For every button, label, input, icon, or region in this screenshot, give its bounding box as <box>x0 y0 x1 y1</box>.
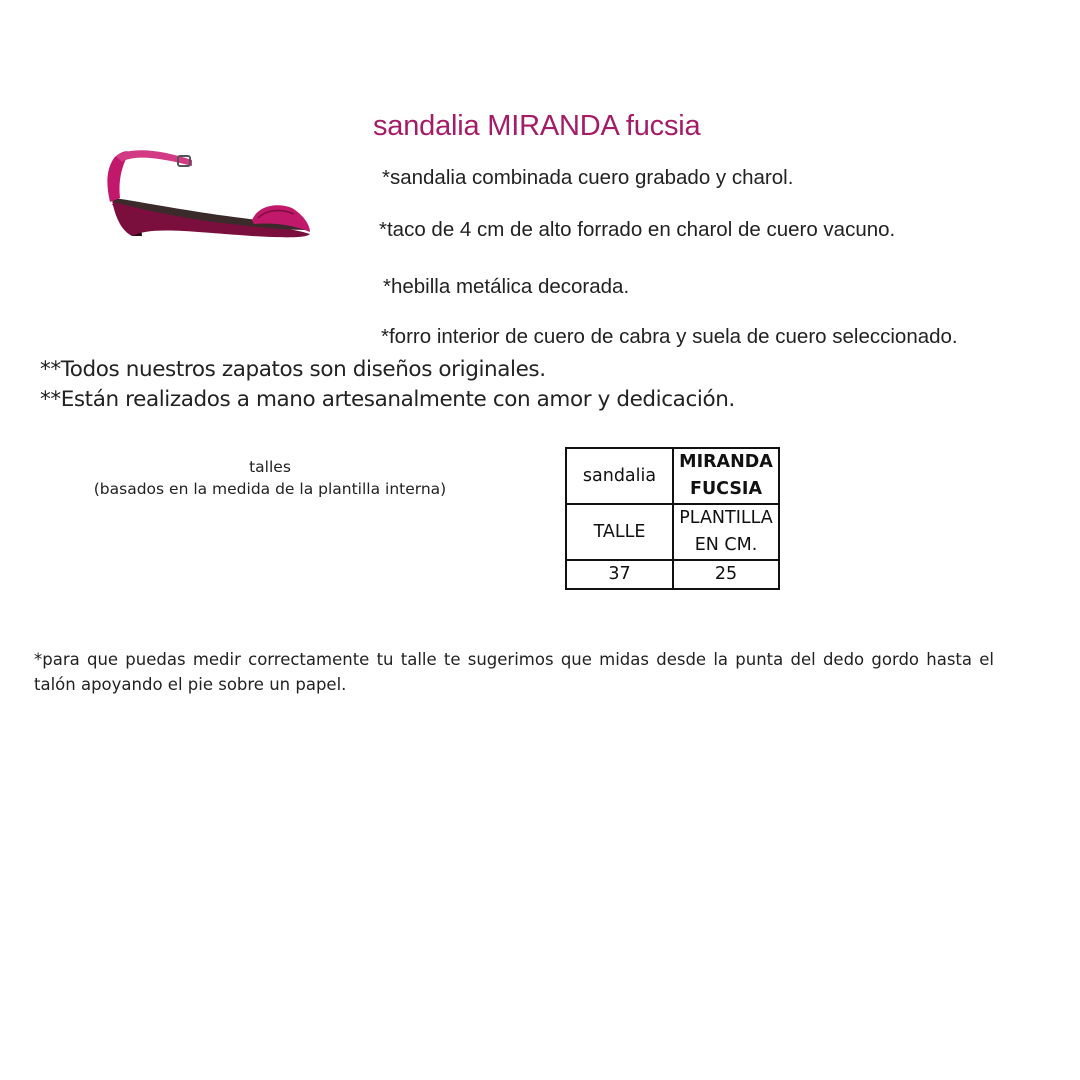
size-table <box>565 447 780 590</box>
product-title: sandalia MIRANDA fucsia <box>373 110 701 142</box>
sizes-caption-title: talles <box>249 458 291 476</box>
sizes-caption <box>60 456 480 500</box>
feature-text: *hebilla metálica decorada. <box>383 275 630 298</box>
table-row <box>566 560 779 589</box>
feature-text: *sandalia combinada cuero grabado y charol. <box>382 166 794 189</box>
table-column-label <box>673 504 779 560</box>
product-image <box>92 140 316 244</box>
model-color-line: FUCSIA <box>690 479 762 499</box>
table-cell-plantilla: 25 <box>673 560 779 589</box>
table-header-cell: sandalia <box>566 448 673 504</box>
column-label-line: EN CM. <box>694 535 758 555</box>
note-original-designs: **Todos nuestros zapatos son diseños originales. <box>40 357 546 382</box>
sizes-caption-subtitle: (basados en la medida de la plantilla interna) <box>93 480 447 498</box>
feature-text: *forro interior de cuero de cabra y suela de cuero seleccionado. <box>381 325 958 348</box>
table-cell-talle: 37 <box>566 560 673 589</box>
table-header-cell <box>673 448 779 504</box>
measuring-footnote: *para que puedas medir correctamente tu talle te sugerimos que midas desde la punta del dedo gordo hasta el talón apoyando el pie sobre un papel. <box>34 650 994 694</box>
feature-text: *taco de 4 cm de alto forrado en charol de cuero vacuno. <box>379 218 896 241</box>
table-header-row <box>566 448 779 504</box>
note-handmade: **Están realizados a mano artesanalmente con amor y dedicación. <box>40 387 735 412</box>
table-label-row <box>566 504 779 560</box>
sandal-ankle-strap <box>116 150 192 166</box>
model-name-line: MIRANDA <box>679 452 773 472</box>
column-label-line: PLANTILLA <box>679 508 773 528</box>
table-column-label: TALLE <box>566 504 673 560</box>
